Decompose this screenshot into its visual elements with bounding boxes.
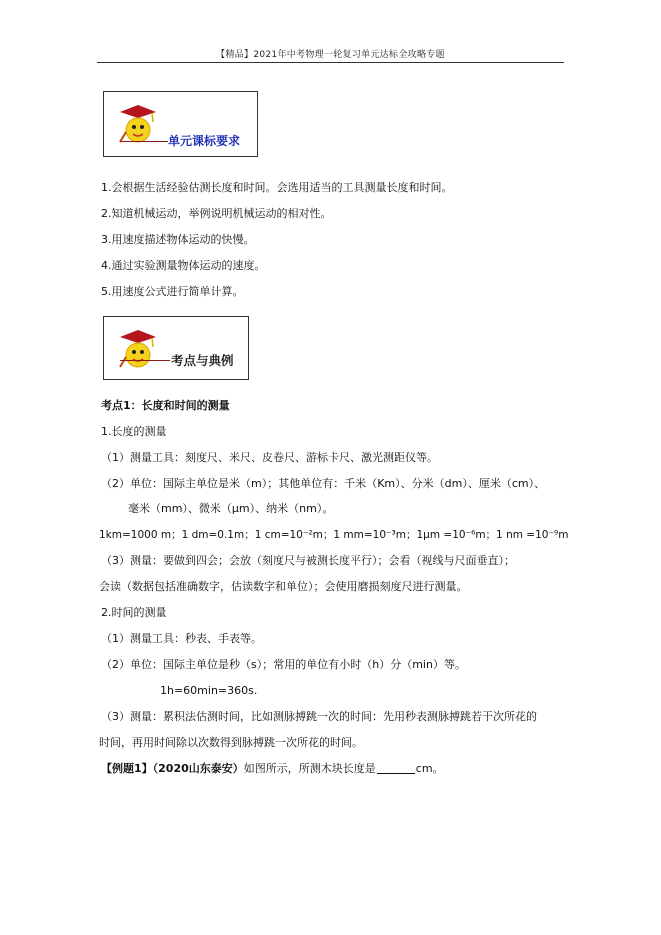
example-1 [101, 762, 444, 776]
time-measure: （3）测量：累积法估测时间，比如测脉搏跳一次的时间：先用秒表测脉搏跳若干次所花的 [101, 710, 537, 723]
header-title: 【精品】2021年中考物理一轮复习单元达标全攻略专题 [216, 50, 445, 60]
time-subtitle: 2.时间的测量 [101, 606, 167, 619]
requirement-item: 5.用速度公式进行简单计算。 [101, 285, 244, 298]
length-units-cont: 毫米（mm）、微米（μm）、纳米（nm）。 [128, 502, 334, 515]
length-conversions: 1km=1000 m；1 dm=0.1m；1 cm=10⁻²m；1 mm=10⁻³m；1μm =10⁻⁶m；1 nm =10⁻⁹m [99, 529, 569, 541]
banner-underline [120, 141, 168, 142]
length-subtitle: 1.长度的测量 [101, 425, 167, 438]
time-equation: 1h=60min=360s. [160, 684, 258, 697]
answer-blank[interactable] [377, 762, 415, 774]
kp1-title: 考点1：长度和时间的测量 [101, 399, 230, 412]
section-banner-requirements [103, 91, 258, 157]
section-title-requirements: 单元课标要求 [168, 134, 241, 148]
time-units: （2）单位：国际主单位是秒（s）；常用的单位有小时（h）分（min）等。 [101, 658, 466, 671]
requirement-item: 4.通过实验测量物体运动的速度。 [101, 259, 266, 272]
graduate-mascot-icon [118, 327, 158, 371]
length-measure: （3）测量：要做到四会；会放（刻度尺与被测长度平行）；会看（视线与尺面垂直）； [101, 554, 515, 567]
graduate-mascot-icon [118, 102, 158, 146]
requirement-item: 3.用速度描述物体运动的快慢。 [101, 233, 255, 246]
length-tools: （1）测量工具：刻度尺、米尺、皮卷尺、游标卡尺、激光测距仪等。 [101, 451, 438, 464]
header-rule [97, 62, 564, 63]
section-title-examples: 考点与典例 [171, 353, 234, 368]
time-tools: （1）测量工具：秒表、手表等。 [101, 632, 262, 645]
length-measure-cont: 会读（数据包括准确数字，估读数字和单位）；会使用磨损刻度尺进行测量。 [99, 580, 468, 593]
length-units: （2）单位：国际主单位是米（m）；其他单位有：千米（Km）、分米（dm）、厘米（cm）、 [101, 477, 546, 490]
example-1-unit: cm。 [415, 762, 444, 775]
time-measure-cont: 时间，再用时间除以次数得到脉搏跳一次所花的时间。 [99, 736, 363, 749]
example-1-text: 如图所示，所测木块长度是 [243, 762, 376, 775]
example-1-tag: 【例题1】（2020山东泰安） [101, 762, 244, 775]
banner-underline [120, 360, 170, 361]
section-banner-examples [103, 316, 249, 380]
requirement-item: 2.知道机械运动，举例说明机械运动的相对性。 [101, 207, 332, 220]
requirement-item: 1.会根据生活经验估测长度和时间。会选用适当的工具测量长度和时间。 [101, 181, 453, 194]
